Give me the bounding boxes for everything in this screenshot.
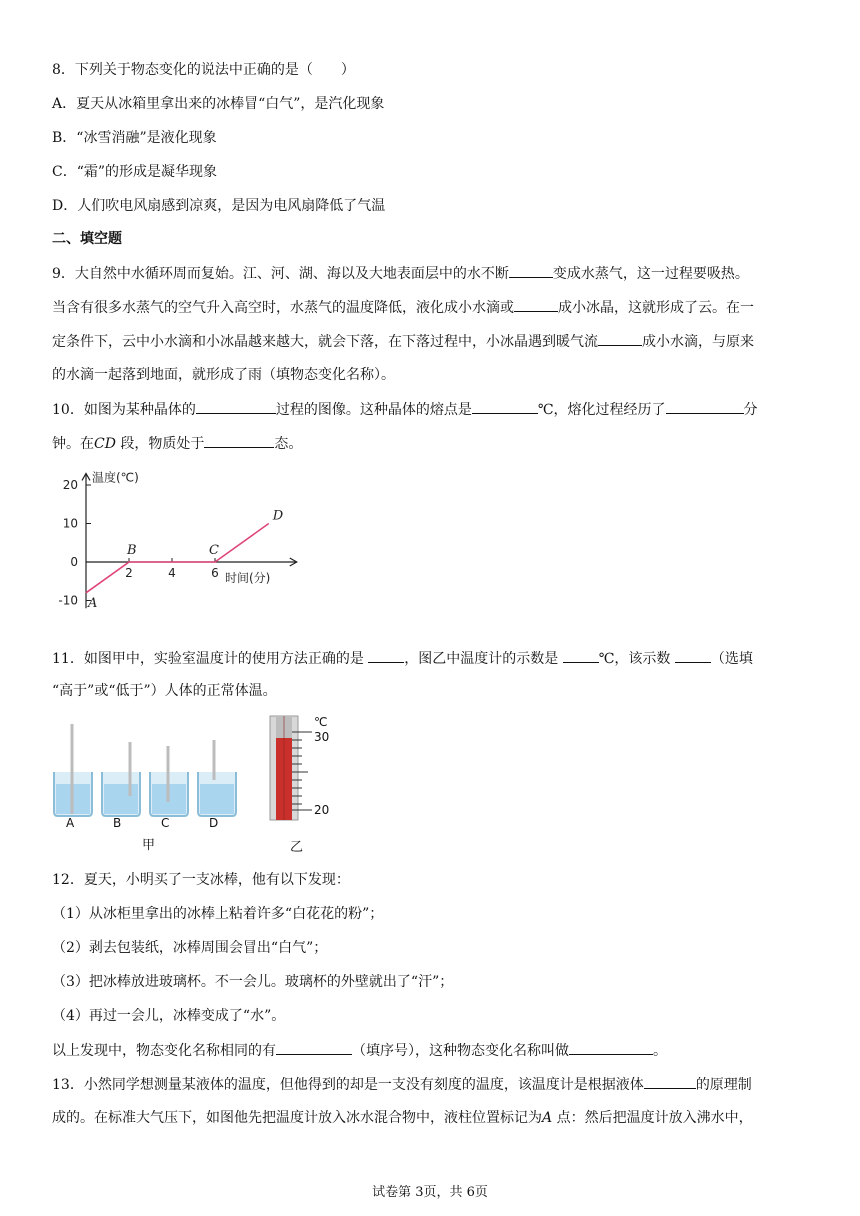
q12-item-1: （1）从冰柜里拿出的冰棒上粘着许多“白花花的粉”； — [52, 906, 384, 922]
chart-axes — [82, 469, 297, 608]
q11-line-2: “高于”或“低于”）人体的正常体温。 — [52, 683, 277, 699]
blank — [276, 1040, 352, 1055]
chart-ticks — [58, 478, 218, 608]
y-axis-label: 温度(℃) — [92, 470, 139, 485]
q8-option-a: A．夏天从冰箱里拿出来的冰棒冒“白气”，是汽化现象 — [52, 96, 385, 112]
q12-line-5: 以上发现中，物态变化名称相同的有 （填序号），这种物态变化名称叫做 。 — [52, 1040, 667, 1061]
q12-item-2: （2）剥去包装纸，冰棒周围会冒出“白气”； — [52, 940, 328, 956]
x-tick-label: 4 — [168, 566, 176, 580]
q12-item-3: （3）把冰棒放进玻璃杯。不一会儿。玻璃杯的外壁就出了“汗”； — [52, 974, 454, 990]
x-tick-label: 2 — [125, 566, 133, 580]
q9-line-4: 的水滴一起落到地面，就形成了雨（填物态变化名称）。 — [52, 367, 395, 383]
q8-option-d: D．人们吹电风扇感到凉爽，是因为电风扇降低了气温 — [52, 198, 386, 214]
q9-line-1: 9．大自然中水循环周而复始。江、河、湖、海以及大地表面层中的水不断 变成水蒸气，这一过程要吸热。 — [52, 263, 749, 284]
q9-line-2: 当含有很多水蒸气的空气升入高空时，水蒸气的温度降低，液化成小水滴或 成小冰晶，这就形成了云。在一 — [52, 297, 754, 318]
blank — [644, 1074, 696, 1089]
q9-line-3: 定条件下，云中小水滴和小冰晶越来越大，就会下落，在下落过程中，小冰晶遇到暖气流 成小水滴，与原来 — [52, 331, 754, 352]
point-label-b: B — [127, 543, 137, 558]
figure-caption-jia: 甲 — [142, 838, 156, 853]
y-tick-label: 20 — [62, 478, 78, 492]
thermometer-unit: ℃ — [314, 715, 328, 729]
x-tick-label: 6 — [211, 566, 219, 580]
figure-caption-yi: 乙 — [290, 840, 304, 855]
point-label-c: C — [209, 543, 219, 558]
blank — [509, 263, 553, 278]
q10-line-2: 钟。在CD 段，物质处于 态。 — [52, 433, 302, 454]
y-tick-label: -10 — [58, 593, 78, 608]
q8-stem: 8．下列关于物态变化的说法中正确的是（ ） — [52, 62, 355, 78]
point-label-d: D — [272, 508, 284, 524]
q8-option-b: B．“冰雪消融”是液化现象 — [52, 130, 217, 146]
beaker-a — [54, 724, 92, 816]
thermometer-tick-30: 30 — [314, 730, 330, 744]
beaker-label-c: C — [161, 816, 170, 830]
q8-option-c: C．“霜”的形成是凝华现象 — [52, 164, 218, 180]
beaker-label-b: B — [113, 816, 122, 830]
beaker-label-a: A — [66, 816, 75, 830]
beaker-figure-jia — [48, 712, 248, 852]
blank — [563, 648, 599, 663]
q13-line-1: 13．小然同学想测量某液体的温度，但他得到的却是一支没有刻度的温度，该温度计是根据液体 的原理制 — [52, 1074, 752, 1095]
q12-stem: 12．夏天，小明买了一支冰棒，他有以下发现： — [52, 872, 350, 888]
melting-curve-chart — [40, 462, 320, 622]
x-axis-label: 时间(分) — [225, 571, 271, 585]
beaker-c — [150, 746, 188, 816]
point-label-a: A — [88, 595, 98, 611]
q12-item-4: （4）再过一会儿，冰棒变成了“水”。 — [52, 1008, 286, 1024]
beaker-label-d: D — [209, 816, 219, 830]
blank — [368, 648, 404, 663]
blank — [666, 399, 744, 414]
blank — [598, 331, 642, 346]
q13-line-2: 成的。在标准大气压下，如图他先把温度计放入冰水混合物中，液柱位置标记为A 点：然后把温度计放入沸水中， — [52, 1110, 753, 1126]
blank — [514, 297, 558, 312]
blank — [204, 433, 274, 448]
blank — [675, 648, 711, 663]
page-footer: 试卷第 3页，共 6页 — [372, 1185, 488, 1200]
y-tick-label: 0 — [70, 555, 78, 569]
thermometer-figure-yi — [262, 714, 342, 824]
blank — [569, 1040, 653, 1055]
section-heading: 二、填空题 — [52, 231, 122, 247]
beaker-b — [102, 742, 140, 816]
y-tick-label: 10 — [62, 516, 78, 531]
beaker-d — [198, 740, 236, 816]
blank — [196, 399, 276, 414]
blank — [472, 399, 538, 414]
thermometer-tick-20: 20 — [314, 803, 330, 817]
q11-line-1: 11．如图甲中，实验室温度计的使用方法正确的是 ，图乙中温度计的示数是 ℃，该示数 （选填 — [52, 648, 753, 669]
q10-line-1: 10．如图为某种晶体的 过程的图像。这种晶体的熔点是 ℃，熔化过程经历了 分 — [52, 399, 758, 420]
chart-point-labels — [87, 509, 284, 611]
